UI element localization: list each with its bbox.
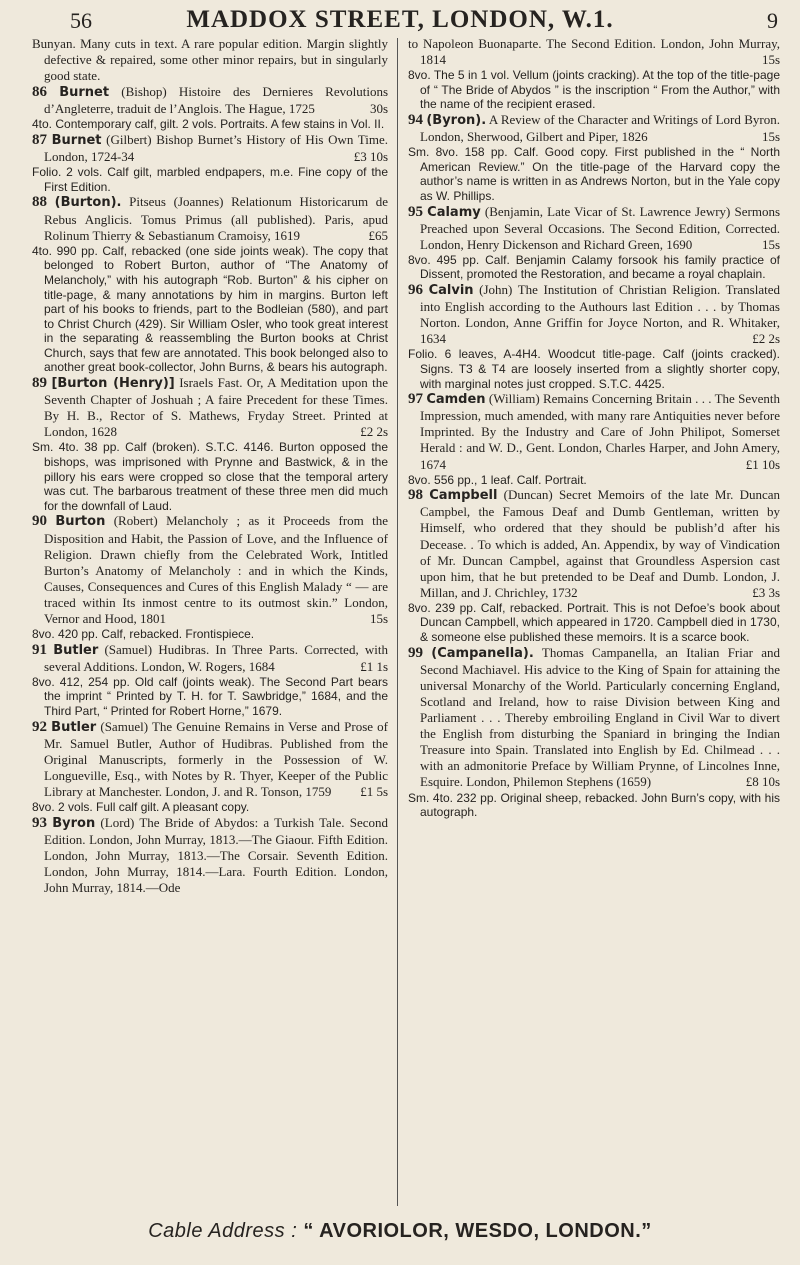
page-footer (0, 1220, 800, 1243)
entry-author: Calamy (427, 204, 481, 220)
page-header (0, 6, 800, 36)
entry-number: 99 (408, 644, 423, 661)
catalogue-entry (32, 132, 388, 194)
entry-price: 15s (761, 236, 780, 252)
catalogue-entry (32, 375, 388, 513)
entry-number: 98 (408, 487, 423, 504)
entry-note: 8vo. The 5 in 1 vol. Vellum (joints cracking). At the top of the title-page of “ The Bride of Abydos ” is the inscription “ From the Author,” with the name of the recipient erased. (408, 68, 780, 112)
page-title: MADDOX STREET, LONDON, W.1. (186, 6, 614, 33)
entry-number: 92 (32, 718, 47, 735)
entry-description: (Lord) The Bride of Abydos: a Turkish Tale. Second Edition. London, John Murray, 1813.—The Giaour. Fifth Edition. London, John Murray, 1813.—The Corsair. Seventh Edition. London, John Murray, 1814.—Lara. Fourth Edition. London, John Murray, 1814.—Ode (44, 814, 388, 896)
entry-author: Camden (426, 392, 486, 408)
entry-number: 93 (32, 814, 47, 831)
entry-description: to Napoleon Buonaparte. The Second Edition. London, John Murray, 1814 (408, 36, 780, 68)
entry-note: 8vo. 239 pp. Calf, rebacked. Portrait. This is not Defoe’s book about Duncan Campbell, which appeared in 1720. Campbell died in 1730, & someone else published these memoirs. It is a scarce book. (408, 600, 780, 645)
entry-number: 86 (32, 84, 47, 101)
entry-note: 4to. Contemporary calf, gilt. 2 vols. Portraits. A few stains in Vol. II. (32, 117, 385, 132)
entry-description: (William) Remains Concerning Britain . . . The Seventh Impression, much amended, with many rare Antiquities never before Imprinted. By the Industry and Care of John Philipot, Somerset Herald : and W. D., Gent. London, Charles Harper, and John Amery, 1674 (420, 391, 780, 472)
entry-number: 97 (408, 391, 423, 408)
entry-note: Sm. 4to. 38 pp. Calf (broken). S.T.C. 4146. Burton opposed the bishops, was imprisoned with Prynne and Bastwick, & in the pillory his ears were cropped so close that the temporal artery was cut. The barbarous treatment of these three men did much for the downfall of Laud. (32, 440, 388, 513)
entry-price: 15s (761, 129, 780, 145)
entry-description: Pitseus (Joannes) Relationum Historicarum de Rebus Anglicis. Tomus Primus (all published). Paris, apud Rolinum Thierry & Sebastianum Cramoisy, 1619 (44, 194, 388, 243)
entry-number: 88 (32, 194, 47, 211)
entry-note: 8vo. 420 pp. Calf, rebacked. Frontispiece. (32, 627, 255, 642)
entry-description: (Bishop) Histoire des Dernieres Revolutions d’Angleterre, traduit de l’Anglois. The Hague, 1725 (44, 84, 388, 117)
cable-label: Cable Address : (148, 1220, 298, 1242)
entry-author: Burnet (59, 85, 110, 101)
entry-note: Sm. 4to. 232 pp. Original sheep, rebacked. John Burn’s copy, with his autograph. (408, 790, 780, 820)
entry-description: (Duncan) Secret Memoirs of the late Mr. Duncan Campbel, the Famous Deaf and Dumb Gentleman, written by Himself, who ordered that they should be publish’d after his Decease. . To which is added, An. Appendix, by way of Vindication of Mr. Duncan Campbel, against that Groundless Aspersion cast upon him, that he but pretended to be Deaf and Dumb. London, J. Millan, and J. Chrichley, 1732 (420, 487, 780, 600)
entry-price: £3 10s (353, 149, 388, 165)
catalogue-entry (408, 112, 780, 204)
cable-address: “ AVORIOLOR, WESDO, LONDON.” (303, 1220, 652, 1242)
right-column (408, 36, 780, 1214)
entry-author: Butler (51, 719, 97, 735)
catalogue-entry (408, 645, 780, 820)
entry-price: £1 5s (360, 784, 388, 799)
catalogue-entry (32, 36, 388, 84)
entry-description: (John) The Institution of Christian Religion. Translated into English according to the Authours last Edition . . . by Thomas Norton. London, Anne Griffin for Joyce Norton, and R. Whitaker, 1634 (420, 282, 780, 347)
entry-author: Calvin (428, 283, 474, 298)
entry-price: 15s (369, 610, 388, 626)
entry-description: (Gilbert) Bishop Burnet’s History of His Own Time. London, 1724-34 (44, 132, 388, 165)
page-number-right: 9 (767, 8, 778, 33)
entry-description: (Samuel) Hudibras. In Three Parts. Corrected, with several Additions. London, W. Rogers, 1684 (44, 641, 388, 674)
entry-author: Burton (55, 514, 106, 530)
entry-author: (Campanella). (431, 645, 534, 661)
left-column (32, 36, 388, 1214)
entry-note: 8vo. 412, 254 pp. Old calf (joints weak). The Second Part bears the imprint “ Printed by T. H. for T. Sawbridge,” 1684, and the Third Part, “ Printed for Robert Horne,” 1679. (32, 674, 388, 719)
entry-price: £65 (368, 227, 388, 243)
entry-author: [Burton (Henry)] (51, 376, 175, 392)
catalogue-entry (408, 282, 780, 391)
entry-description: Thomas Campanella, an Italian Friar and Second Machiavel. His advice to the King of Spain for attaining the universal Monarchy of the World. Particularly concerning England, Scotland and Ireland, how to raise Division between King and Parliament . . . Thereby embroiling England in Civil War to divert the English from disturbing the Spaniard in bringing the Indian Treasure into Spain. Translated into English by Ed. Chilmead . . . with an admonitorie Preface by William Prynne, of Lincolnes Inne, Esquire. London, Philemon Stephens (1659) (420, 644, 780, 790)
entry-price: £1 1s (360, 658, 388, 674)
column-divider (397, 38, 398, 1206)
catalogue-entry (408, 36, 780, 112)
catalogue-entry (408, 391, 780, 487)
entry-price: £2 2s (360, 424, 388, 440)
entry-number: 96 (408, 282, 423, 298)
entry-price: 15s (761, 52, 780, 68)
entry-description: Bunyan. Many cuts in text. A rare popular edition. Margin slightly defective & repaired, some other minor repairs, but in singularly good state. (32, 36, 388, 84)
entry-description: A Review of the Character and Writings of Lord Byron. London, Sherwood, Gilbert and Piper, 1826 (420, 111, 780, 145)
catalogue-entry (32, 719, 388, 815)
entry-price: 30s (369, 101, 388, 117)
catalogue-entry (32, 513, 388, 641)
entry-description: (Benjamin, Late Vicar of St. Lawrence Jewry) Sermons Preached upon Several Occasions. The Second Edition, Corrected. London, Henry Dickenson and Richard Green, 1690 (420, 203, 780, 252)
catalogue-entry (408, 204, 780, 282)
entry-note: Folio. 6 leaves, A-4H4. Woodcut title-page. Calf (joints cracked). Signs. T3 & T4 are loosely inserted from a slightly shorter copy, with marginal notes just cropped. S.T.C. 4425. (408, 347, 780, 391)
entry-description: (Samuel) The Genuine Remains in Verse and Prose of Mr. Samuel Butler, Author of Hudibras. Published from the Original Manuscripts, formerly in the Possession of W. Longueville, Esq., with Notes by R. Thyer, Keeper of the Public Library at Manchester. London, J. and R. Tonson, 1759 (44, 718, 388, 799)
entry-description: (Robert) Melancholy ; as it Proceeds from the Disposition and Habit, the Passion of Love, and the Influence of Religion. Drawn chiefly from the Celebrated Work, Intitled Burton’s Anatomy of Melancholy : and in which the Kinds, Causes, Consequences and Cures of this English Malady “ — are traced within Its inmost centre to its outmost skin.” London, Vernor and Hood, 1801 (44, 513, 388, 626)
entry-author: (Byron). (426, 112, 487, 128)
entry-note: 8vo. 2 vols. Full calf gilt. A pleasant copy. (32, 800, 250, 815)
catalogue-entry (408, 487, 780, 644)
entry-number: 87 (32, 132, 47, 149)
entry-author: (Burton). (54, 195, 122, 211)
page-number-left: 56 (70, 8, 92, 33)
catalogue-entry (32, 642, 388, 719)
entry-note: 8vo. 556 pp., 1 leaf. Calf. Portrait. (408, 472, 587, 487)
entry-price: £8 10s (745, 774, 780, 790)
entry-price: £2 2s (752, 331, 780, 347)
entry-price: £1 10s (745, 456, 780, 472)
entry-author: Campbell (429, 488, 498, 504)
entry-author: Byron (52, 815, 96, 831)
entry-note: Folio. 2 vols. Calf gilt, marbled endpapers, m.e. Fine copy of the First Edition. (32, 165, 388, 194)
catalogue-entry (32, 815, 388, 896)
entry-number: 94 (408, 111, 423, 128)
entry-number: 90 (32, 513, 47, 530)
entry-note: 4to. 990 pp. Calf, rebacked (one side joints weak). The copy that belonged to Robert Burton, author of “The Anatomy of Melancholy,” with his autograph “Rob. Burton” & his cipher on title-page, & many annotations by him in margins. Burton left part of his books to friends, part to the Bodleian (580), and part to Christ Church (429). Sir William Osler, who took great interest in the separating & reassembling the Burton books at Christ Church, says that few are annotated. This book belonged also to another great book-collector, John Burns, & bears his autograph. (32, 243, 388, 375)
entry-number: 89 (32, 375, 47, 392)
entry-number: 91 (32, 641, 47, 658)
entry-author: Burnet (51, 133, 102, 149)
entry-price: £3 3s (752, 584, 780, 600)
catalogue-entry (32, 194, 388, 375)
entry-note: Sm. 8vo. 158 pp. Calf. Good copy. First published in the “ North American Review.” On the title-page of the Harvard copy the author’s name is written in as Andrews Norton, but in the Yale copy as W. Phillips. (408, 145, 780, 203)
entry-author: Butler (53, 642, 99, 658)
entry-number: 95 (408, 203, 423, 220)
entry-note: 8vo. 495 pp. Calf. Benjamin Calamy forsook his family practice of Dissent, promoted the Restoration, and became a royal chaplain. (408, 252, 780, 282)
entry-description: Israels Fast. Or, A Meditation upon the Seventh Chapter of Joshuah ; A faire Precedent for these Times. By H. B., Rector of S. Mathews, Fryday Street. Printed at London, 1628 (44, 375, 388, 440)
catalogue-entry (32, 84, 388, 132)
